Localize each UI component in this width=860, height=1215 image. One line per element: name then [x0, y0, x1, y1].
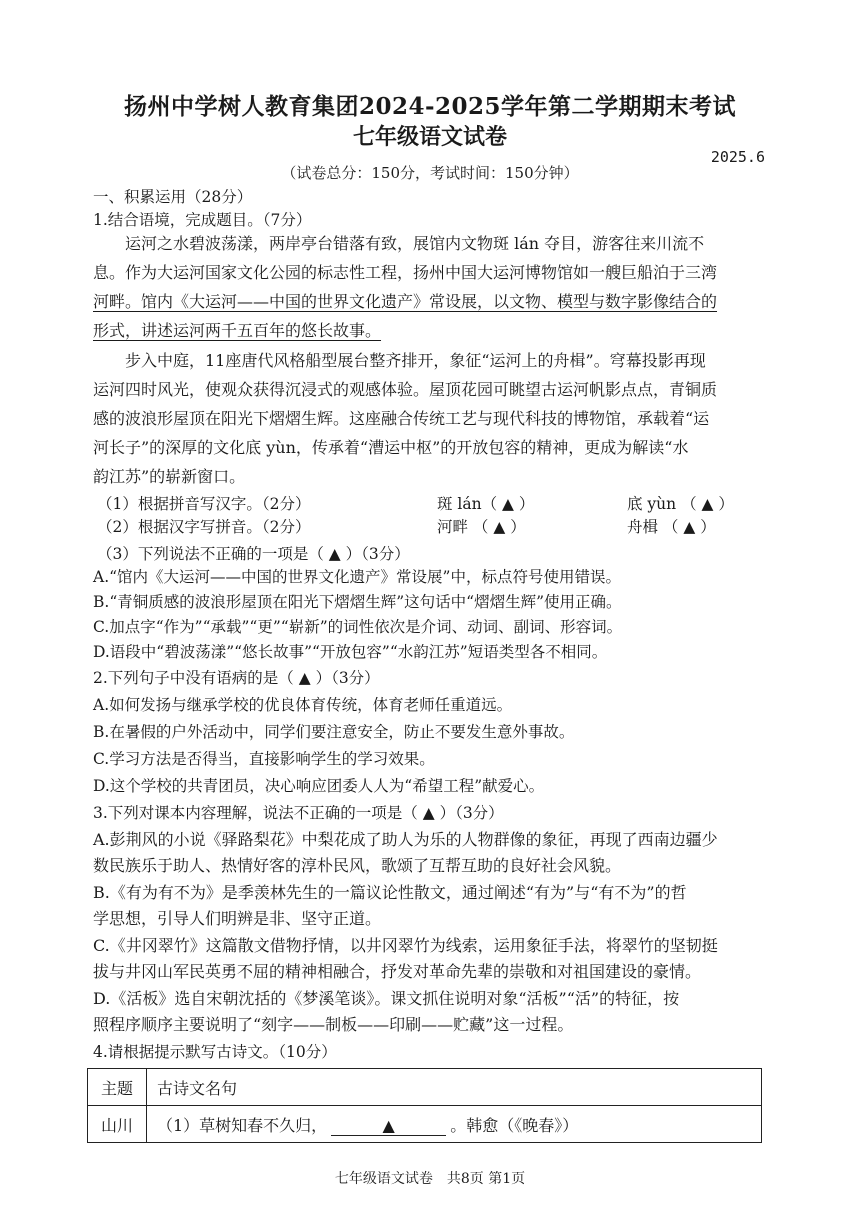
question-3-stem: 3.下列对课本内容理解，说法不正确的一项是（ ▲ ）（3分）: [93, 804, 504, 822]
passage-line: 运河四时风光，使观众获得沉浸式的观感体验。屋顶花园可眺望古运河帆影点点，青铜质: [93, 380, 718, 399]
passage-line: 步入中庭，11座唐代风格船型展台整齐排开，象征“运河上的舟楫”。穹幕投影再现: [125, 351, 706, 370]
option-a: A.“馆内《大运河——中国的世界文化遗产》常设展”中，标点符号使用错误。: [93, 568, 621, 586]
exam-title: 扬州中学树人教育集团2024-2025学年第二学期期末考试: [123, 93, 737, 120]
sub-question-1-item-a: 斑 lán（ ▲ ）: [437, 495, 535, 513]
option-a-line2: 数民族乐于助人、热情好客的淳朴民风，歌颂了互帮互助的良好社会风貌。: [93, 856, 622, 875]
option-d: D.语段中“碧波荡漾”“悠长故事”“开放包容”“水韵江苏”短语类型各不相同。: [93, 643, 608, 661]
table-row: [88, 1106, 762, 1143]
option-d-line1: D.《活板》选自宋朝沈括的《梦溪笔谈》。课文抓住说明对象“活板”“活”的特征，按: [93, 989, 680, 1008]
passage-line: 韵江苏”的崭新窗口。: [93, 467, 246, 486]
row-verse: [147, 1106, 762, 1143]
table-header-verse: 古诗文名句: [147, 1069, 762, 1106]
option-c: C.学习方法是否得当，直接影响学生的学习效果。: [93, 750, 435, 768]
sub-question-1-item-b: 底 yùn （ ▲ ）: [627, 495, 734, 513]
option-b: B.在暑假的户外活动中，同学们要注意安全，防止不要发生意外事故。: [93, 723, 575, 741]
option-a-line1: A.彭荆风的小说《驿路梨花》中梨花成了助人为乐的人物群像的象征，再现了西南边疆少: [93, 830, 718, 849]
sub-question-2-item-a: 河畔 （ ▲ ）: [437, 518, 526, 536]
option-b-line1: B.《有为有不为》是季羡林先生的一篇议论性散文，通过阐述“有为”与“有不为”的哲: [93, 883, 687, 902]
page-footer: 七年级语文试卷 共8页 第1页: [334, 1171, 526, 1187]
sub-question-2-item-b: 舟楫 （ ▲ ）: [627, 518, 716, 536]
option-d: D.这个学校的共青团员，决心响应团委人人为“希望工程”献爱心。: [93, 777, 545, 795]
answer-blank[interactable]: ▲: [331, 1116, 446, 1136]
passage-line: 运河之水碧波荡漾，两岸亭台错落有致，展馆内文物斑 lán 夺目，游客往来川流不: [125, 234, 705, 253]
table-header-row: [88, 1069, 762, 1106]
sub-question-1: （1）根据拼音写汉字。（2分）: [97, 495, 311, 513]
passage-line: 河畔。馆内《大运河——中国的世界文化遗产》常设展，以文物、模型与数字影像结合的: [93, 292, 718, 311]
option-c: C.加点字“作为”“承载”“更”“崭新”的词性依次是介词、动词、副词、形容词。: [93, 618, 623, 636]
question-2-stem: 2.下列句子中没有语病的是（ ▲ ）（3分）: [93, 669, 380, 687]
row-theme: 山川: [88, 1106, 147, 1143]
exam-info: （试卷总分：150分，考试时间：150分钟）: [281, 164, 579, 182]
sub-question-2: （2）根据汉字写拼音。（2分）: [97, 518, 311, 536]
question-4-stem: 4.请根据提示默写古诗文。（10分）: [93, 1043, 337, 1061]
option-b-line2: 学思想，引导人们明辨是非、坚守正道。: [93, 909, 382, 928]
passage-line: 感的波浪形屋顶在阳光下熠熠生辉。这座融合传统工艺与现代科技的博物馆，承载着“运: [93, 409, 710, 428]
table-header-theme: 主题: [88, 1069, 147, 1106]
exam-subtitle: 七年级语文试卷: [352, 124, 507, 150]
exam-date: 2025.6: [710, 148, 765, 166]
verse-suffix: 。韩愈（《晚春》）: [450, 1115, 579, 1135]
verse-prefix: （1）草树知春不久归，: [157, 1115, 328, 1135]
option-b: B.“青铜质感的波浪形屋顶在阳光下熠熠生辉”这句话中“熠熠生辉”使用正确。: [93, 593, 622, 611]
option-c-line1: C.《井冈翠竹》这篇散文借物抒情，以井冈翠竹为线索，运用象征手法，将翠竹的坚韧挺: [93, 936, 718, 955]
option-a: A.如何发扬与继承学校的优良体育传统，体育老师任重道远。: [93, 696, 513, 714]
passage-line: 河长子”的深厚的文化底 yùn，传承着“漕运中枢”的开放包容的精神，更成为解读“水: [93, 438, 689, 457]
section-heading: 一、积累运用（28分）: [93, 188, 253, 206]
poem-table: [87, 1068, 762, 1143]
passage-line: 息。作为大运河国家文化公园的标志性工程，扬州中国大运河博物馆如一艘巨船泊于三湾: [93, 263, 718, 282]
passage-line: 形式，讲述运河两千五百年的悠长故事。: [93, 321, 382, 340]
option-d-line2: 照程序顺序主要说明了“刻字——制板——印刷——贮藏”这一过程。: [93, 1015, 574, 1034]
option-c-line2: 拔与井冈山军民英勇不屈的精神相融合，抒发对革命先辈的崇敬和对祖国建设的豪情。: [93, 962, 702, 981]
question-1-stem: 1.结合语境，完成题目。（7分）: [93, 211, 312, 229]
sub-question-3: （3）下列说法不正确的一项是（ ▲ ）（3分）: [97, 545, 410, 563]
